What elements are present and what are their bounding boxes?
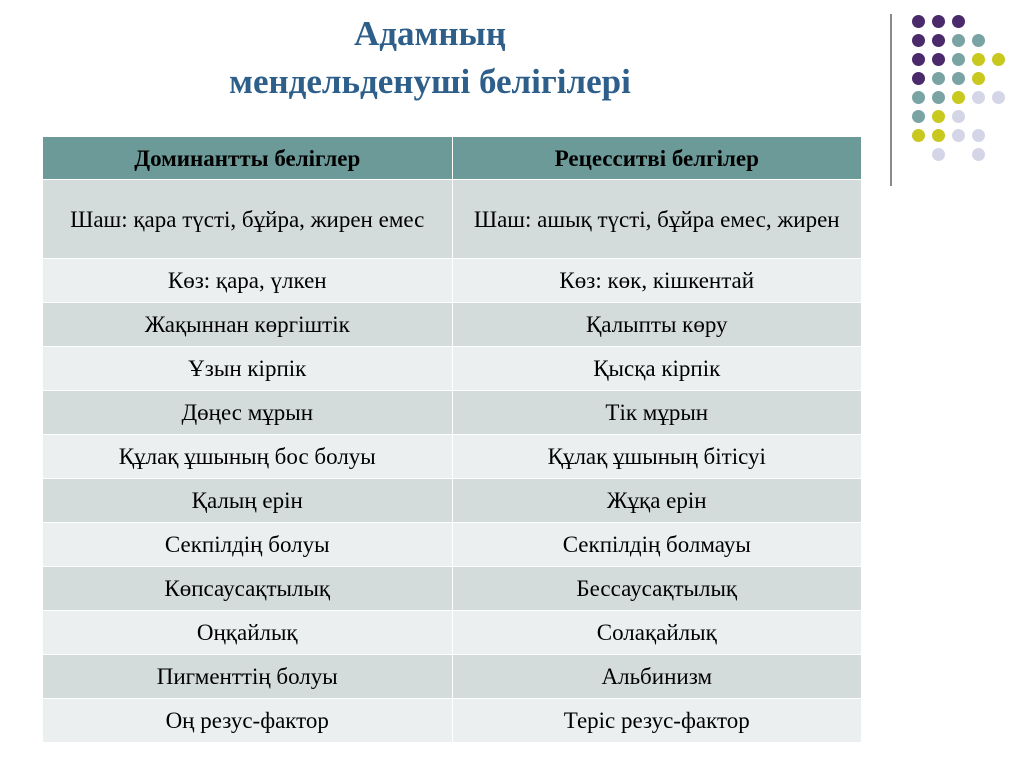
table-row [43,347,862,391]
cell-recessive: Жұқа ерін [452,479,862,523]
table-row [43,655,862,699]
cell-dominant: Құлақ ұшының бос болуы [43,435,453,479]
decorative-dot [912,129,925,142]
decorative-dot [912,15,925,28]
decorative-dot [972,34,985,47]
cell-recessive: Бессаусақтылық [452,567,862,611]
cell-dominant: Шаш: қара түсті, бұйра, жирен емес [43,180,453,259]
decorative-dot [972,53,985,66]
table-row [43,259,862,303]
cell-dominant: Қалың ерін [43,479,453,523]
decorative-dot [952,110,965,123]
decorative-dot [912,34,925,47]
decorative-dot [912,110,925,123]
cell-recessive: Шаш: ашық түсті, бұйра емес, жирен [452,180,862,259]
cell-dominant: Оңқайлық [43,611,453,655]
cell-recessive: Тік мұрын [452,391,862,435]
decorative-divider-line [890,14,892,186]
decorative-dot [932,15,945,28]
slide-title-line-2: мендельденуші белігілері [229,62,631,101]
decorative-dot [952,53,965,66]
cell-recessive: Қысқа кірпік [452,347,862,391]
table-row [43,611,862,655]
slide-title-line-1: Адамның [354,14,506,53]
traits-table [42,136,862,743]
cell-recessive: Альбинизм [452,655,862,699]
decorative-dot [972,72,985,85]
decorative-dot [912,53,925,66]
table-row [43,479,862,523]
cell-recessive: Құлақ ұшының бітісуі [452,435,862,479]
cell-dominant: Көпсаусақтылық [43,567,453,611]
slide-title [150,10,710,106]
table-row [43,180,862,259]
table-row [43,523,862,567]
cell-dominant: Пигменттің болуы [43,655,453,699]
decorative-dot [952,15,965,28]
decorative-dot [972,91,985,104]
decorative-dot [952,129,965,142]
cell-recessive: Солақайлық [452,611,862,655]
decorative-dot [972,129,985,142]
table-row [43,303,862,347]
decorative-dot [932,110,945,123]
decorative-dot [992,53,1005,66]
cell-dominant: Секпілдің болуы [43,523,453,567]
cell-dominant: Дөңес мұрын [43,391,453,435]
header-recessive: Рецесситві белгілер [452,137,862,180]
header-dominant: Доминантты беліглер [43,137,453,180]
cell-dominant: Оң резус-фактор [43,699,453,743]
decorative-dot [952,72,965,85]
cell-dominant: Көз: қара, үлкен [43,259,453,303]
decorative-dot [952,91,965,104]
decorative-dot [932,34,945,47]
decorative-dot [992,91,1005,104]
decorative-dot [952,34,965,47]
decorative-dot [912,72,925,85]
decorative-dot [972,148,985,161]
cell-dominant: Ұзын кірпік [43,347,453,391]
cell-recessive: Көз: көк, кішкентай [452,259,862,303]
cell-dominant: Жақыннан көргіштік [43,303,453,347]
table-header-row [43,137,862,180]
table-row [43,391,862,435]
decorative-dot [932,129,945,142]
cell-recessive: Секпілдің болмауы [452,523,862,567]
decorative-dot [932,148,945,161]
table-row [43,435,862,479]
decorative-dot [932,53,945,66]
decorative-dot [932,91,945,104]
cell-recessive: Теріс резус-фактор [452,699,862,743]
decorative-dot [912,91,925,104]
table-row [43,567,862,611]
table-row [43,699,862,743]
decorative-dot [932,72,945,85]
cell-recessive: Қалыпты көру [452,303,862,347]
